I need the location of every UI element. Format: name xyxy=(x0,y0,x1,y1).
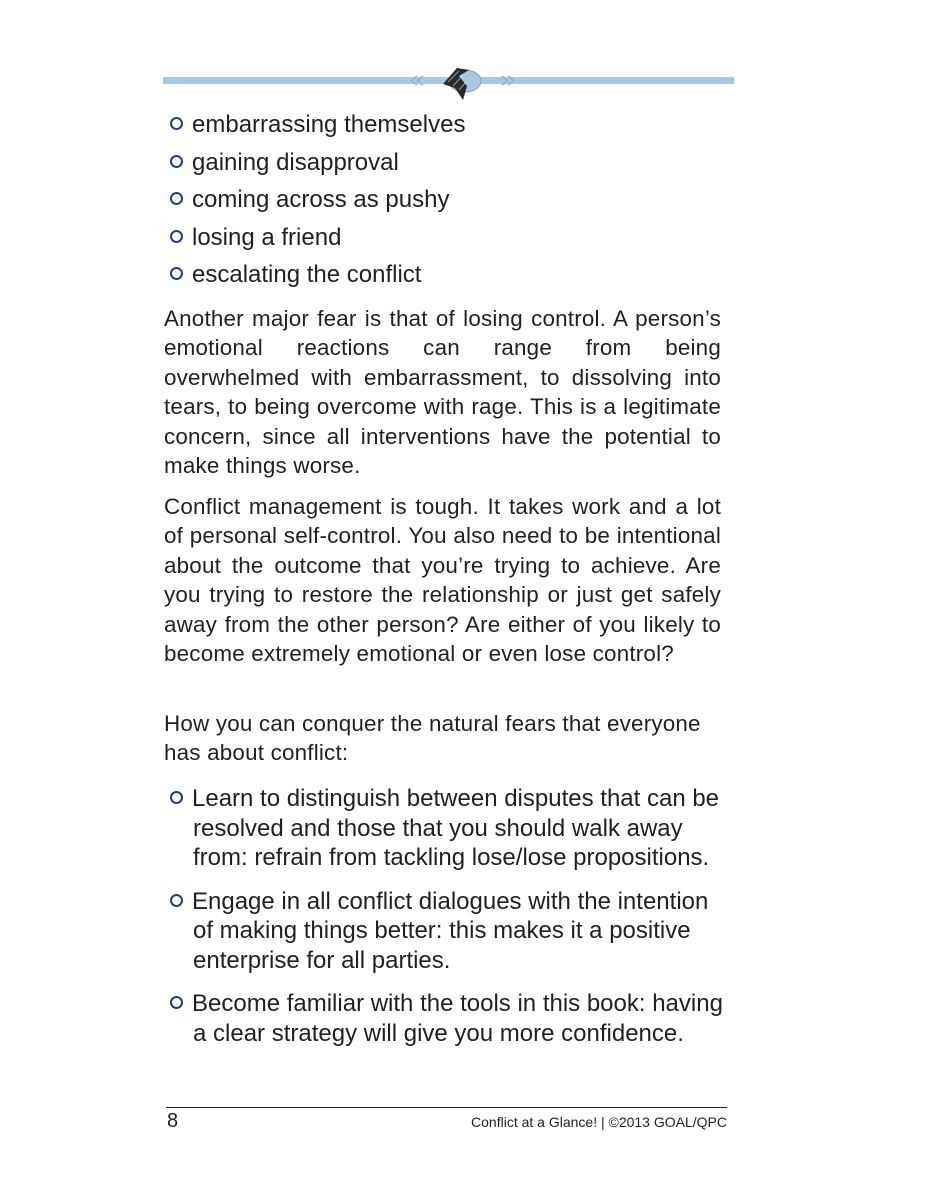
bullet-circle-icon xyxy=(170,791,183,804)
list-item: Learn to distinguish between disputes that can be resolved and those that you should walk away from: refrain from tackling lose/lose propositions. xyxy=(170,784,730,873)
list-item: escalating the conflict xyxy=(170,256,465,294)
running-footer: Conflict at a Glance! | ©2013 GOAL/QPC xyxy=(471,1114,727,1130)
paragraph-conflict-management: Conflict management is tough. It takes work and a lot of personal self-control. You also need to be intentional about the outcome that you’re trying to achieve. Are you trying to restore the relationship or just get safely away from the other person? Are either of you likely to become extremely emotional or even lose control? xyxy=(164,494,721,667)
bullet-circle-icon xyxy=(170,894,183,907)
paragraph-losing-control: Another major fear is that of losing control. A person’s emotional reactions can range from being overwhelmed with embarrassment, to dissolving into tears, to being overcome with rage. This is a legitimate concern, since all interventions have the potential to make things worse. xyxy=(164,306,721,479)
list-item: coming across as pushy xyxy=(170,181,465,219)
list-item: embarrassing themselves xyxy=(170,106,465,144)
list-item: gaining disapproval xyxy=(170,144,465,182)
paragraph-conquer-fears: How you can conquer the natural fears that everyone has about conflict: xyxy=(164,711,701,766)
bullet-circle-icon xyxy=(170,267,183,280)
fears-list xyxy=(170,106,465,294)
footer-divider xyxy=(166,1107,727,1108)
list-item: Become familiar with the tools in this book: having a clear strategy will give you more confidence. xyxy=(170,989,730,1048)
strategies-list xyxy=(170,784,730,1062)
bullet-circle-icon xyxy=(170,230,183,243)
list-item: losing a friend xyxy=(170,219,465,257)
bullet-circle-icon xyxy=(170,192,183,205)
page-number: 8 xyxy=(167,1110,179,1132)
double-arrow-ornament-icon xyxy=(443,68,481,100)
header-ornament-band xyxy=(163,64,734,100)
bullet-circle-icon xyxy=(170,996,183,1009)
bullet-circle-icon xyxy=(170,117,183,130)
list-item: Engage in all conflict dialogues with the intention of making things better: this makes it a positive enterprise for all parties. xyxy=(170,887,730,976)
bullet-circle-icon xyxy=(170,155,183,168)
